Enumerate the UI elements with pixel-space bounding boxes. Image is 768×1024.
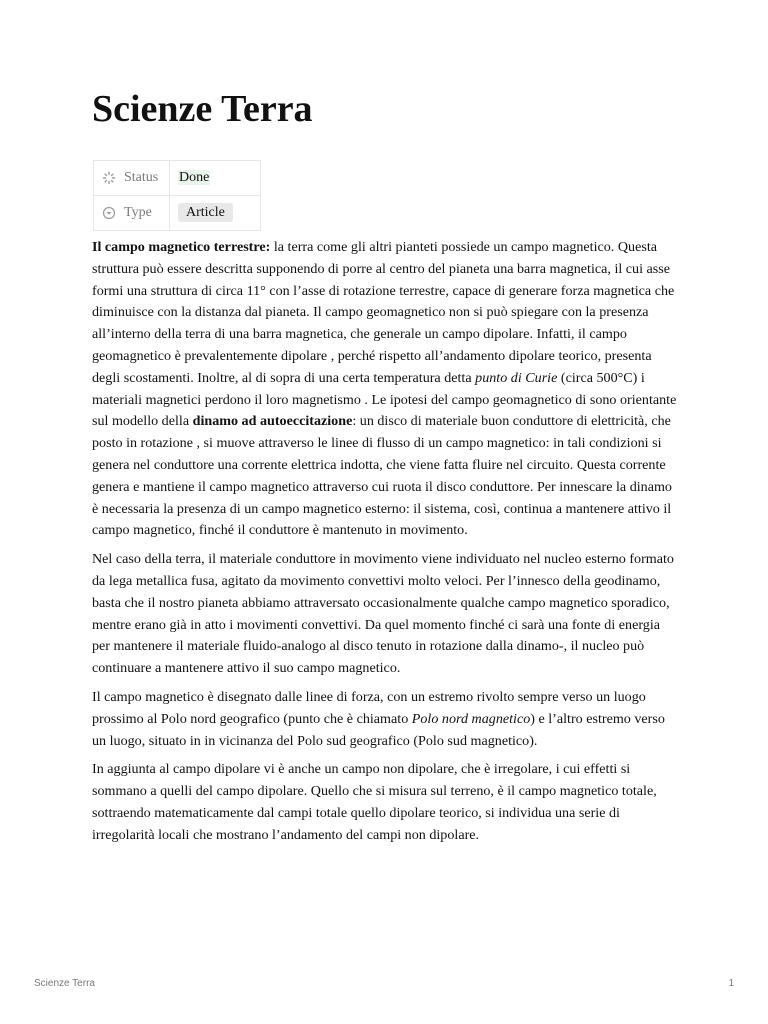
text-run: (circa 500°C) i materiali magnetici perdono il loro magnetismo . Le ipotesi del campo geomagnetico di sono orientante sul modello della	[92, 369, 677, 430]
text-run: ) e l’altro estremo verso un luogo, situato in in vicinanza del Polo sud geografico (Polo sud magnetico).	[92, 710, 665, 749]
property-row-type	[94, 196, 261, 231]
page-title: Scienze Terra	[92, 88, 313, 130]
property-label-status: Status	[124, 170, 159, 185]
italic-term: Polo nord magnetico	[411, 710, 531, 727]
text-run: Il campo magnetico è disegnato dalle linee di forza, con un estremo rivolto sempre verso un luogo prossimo al Polo nord geografico (punto che è chiamato	[92, 688, 646, 727]
italic-term: punto di Curie	[475, 369, 558, 386]
paragraph-2: Nel caso della terra, il materiale conduttore in movimento viene individuato nel nucleo esterno formato da lega metallica fusa, agitato da movimento convettivi molto veloci. Per l’innesco della geodinamo, basta che il nostro pianeta abbiamo attraversato occasionalmente qualche campo magnetico sporadico, mentre erano già in atto i movimenti convettivi. Da quel momento finché ci sarà una fonte di energia per mantenere il materiale fluido-analogo al disco tenuto in rotazione dalla dinamo-, il nucleo può continuare a mantenere attivo il suo campo magnetico.	[92, 551, 674, 677]
paragraph-1	[92, 237, 680, 542]
bold-term: dinamo ad autoeccitazione	[192, 413, 353, 430]
property-label-type: Type	[124, 205, 152, 220]
property-key-status	[94, 161, 170, 196]
property-value-status	[170, 161, 261, 196]
bold-term: Il campo magnetico terrestre:	[92, 239, 271, 255]
paragraph-3	[92, 687, 680, 752]
document-body	[92, 237, 680, 854]
footer-title: Scienze Terra	[34, 978, 95, 989]
property-row-status	[94, 161, 261, 196]
select-circle-icon	[102, 206, 116, 220]
type-badge: Article	[178, 203, 233, 222]
property-value-type	[170, 196, 261, 231]
status-badge: Done	[179, 170, 210, 185]
loader-icon	[102, 171, 116, 185]
paragraph-4: In aggiunta al campo dipolare vi è anche un campo non dipolare, che è irregolare, i cui effetti si sommano a quelli del campo dipolare. Quello che si misura sul terreno, è il campo magnetico totale, sottraendo matematicamente dal campi totale quello dipolare teorico, si individua una serie di irregolarità locali che mostrano l’andamento del campi non dipolare.	[92, 761, 657, 843]
properties-table	[93, 160, 261, 231]
text-run: la terra come gli altri pianteti possiede un campo magnetico. Questa struttura può essere descritta supponendo di porre al centro del pianeta una barra magnetica, il cui asse formi una struttura di circa 11° con l’asse di rotazione terrestre, capace di generare forza magnetica che diminuisce con la distanza dal pianeta. Il campo geomagnetico non si può spiegare con la presenza all’interno della terra di una barra magnetica, che generale un campo dipolare. Infatti, il campo geomagnetico è prevalentemente dipolare , perché rispetto all’andamento dipolare teorico, presenta degli scostamenti. Inoltre, al di sopra di una certa temperatura detta	[92, 239, 675, 386]
property-key-type	[94, 196, 170, 231]
text-run: : un disco di materiale buon conduttore di elettricità, che posto in rotazione , si muove attraverso le linee di flusso di un campo magnetico: in tali condizioni si genera nel conduttore una corrente elettrica indotta, che viene fatta fluire nel circuito. Questa corrente genera e mantiene il campo magnetico attraverso cui ruota il disco conduttore. Per innescare la dinamo è necessaria la presenza di un campo magnetico esterno: il sistema, così, continua a mantenere attivo il campo magnetico, finché il conduttore è mantenuto in movimento.	[92, 413, 672, 539]
page-number: 1	[728, 978, 734, 989]
